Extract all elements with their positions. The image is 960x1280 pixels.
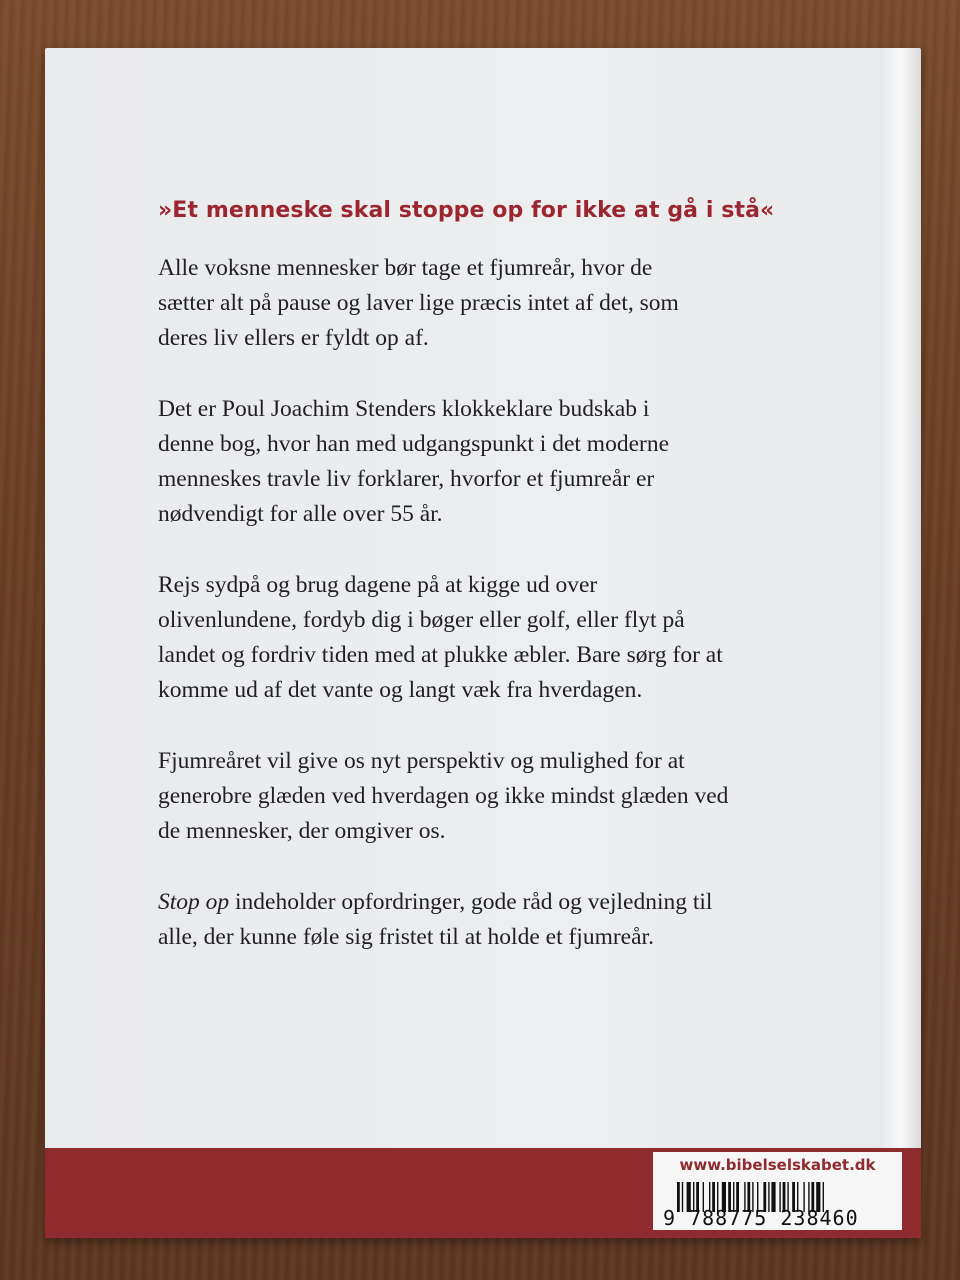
- text-line: [158, 885, 798, 920]
- text-line: Fjumreåret vil give os nyt perspektiv og mulighed for at: [158, 748, 685, 774]
- text-line: sætter alt på pause og laver lige præcis intet af det, som: [158, 290, 679, 316]
- text-line: deres liv ellers er fyldt op af.: [158, 325, 429, 351]
- cover-tagline: »Et menneske skal stoppe op for ikke at gå i stå«: [158, 198, 775, 223]
- text-line: olivenlundene, fordyb dig i bøger eller golf, eller flyt på: [158, 607, 685, 633]
- cover-edge: [881, 48, 921, 1238]
- book-title-italic: Stop op: [158, 889, 230, 915]
- text-line: de mennesker, der omgiver os.: [158, 818, 446, 844]
- book-back-cover: [45, 48, 921, 1238]
- blurb-paragraph-1: [158, 251, 798, 356]
- blurb-paragraph-3: [158, 568, 798, 708]
- text-line: menneskes travle liv forklarer, hvorfor et fjumreår er: [158, 466, 655, 492]
- publisher-url: www.bibelselskabet.dk: [679, 1156, 876, 1174]
- text-line: Det er Poul Joachim Stenders klokkeklare budskab i: [158, 396, 650, 422]
- blurb-paragraph-4: [158, 744, 798, 849]
- blurb-paragraph-5: [158, 885, 798, 955]
- barcode-label: [653, 1152, 902, 1230]
- text-line: alle, der kunne føle sig fristet til at holde et fjumreår.: [158, 924, 654, 950]
- text-line: komme ud af det vante og langt væk fra hverdagen.: [158, 677, 643, 703]
- text-line: landet og fordriv tiden med at plukke æbler. Bare sørg for at: [158, 642, 723, 668]
- blurb: [158, 251, 798, 991]
- text-line: denne bog, hvor han med udgangspunkt i det moderne: [158, 431, 670, 457]
- isbn-number: 9 788775 238460: [663, 1206, 859, 1230]
- text-line: Rejs sydpå og brug dagene på at kigge ud over: [158, 572, 598, 598]
- text-line: nødvendigt for alle over 55 år.: [158, 501, 443, 527]
- text-line: generobre glæden ved hverdagen og ikke mindst glæden ved: [158, 783, 729, 809]
- text-fragment: indeholder opfordringer, gode råd og vejledning til: [229, 889, 713, 915]
- blurb-paragraph-2: [158, 392, 798, 532]
- text-line: Alle voksne mennesker bør tage et fjumreår, hvor de: [158, 255, 653, 281]
